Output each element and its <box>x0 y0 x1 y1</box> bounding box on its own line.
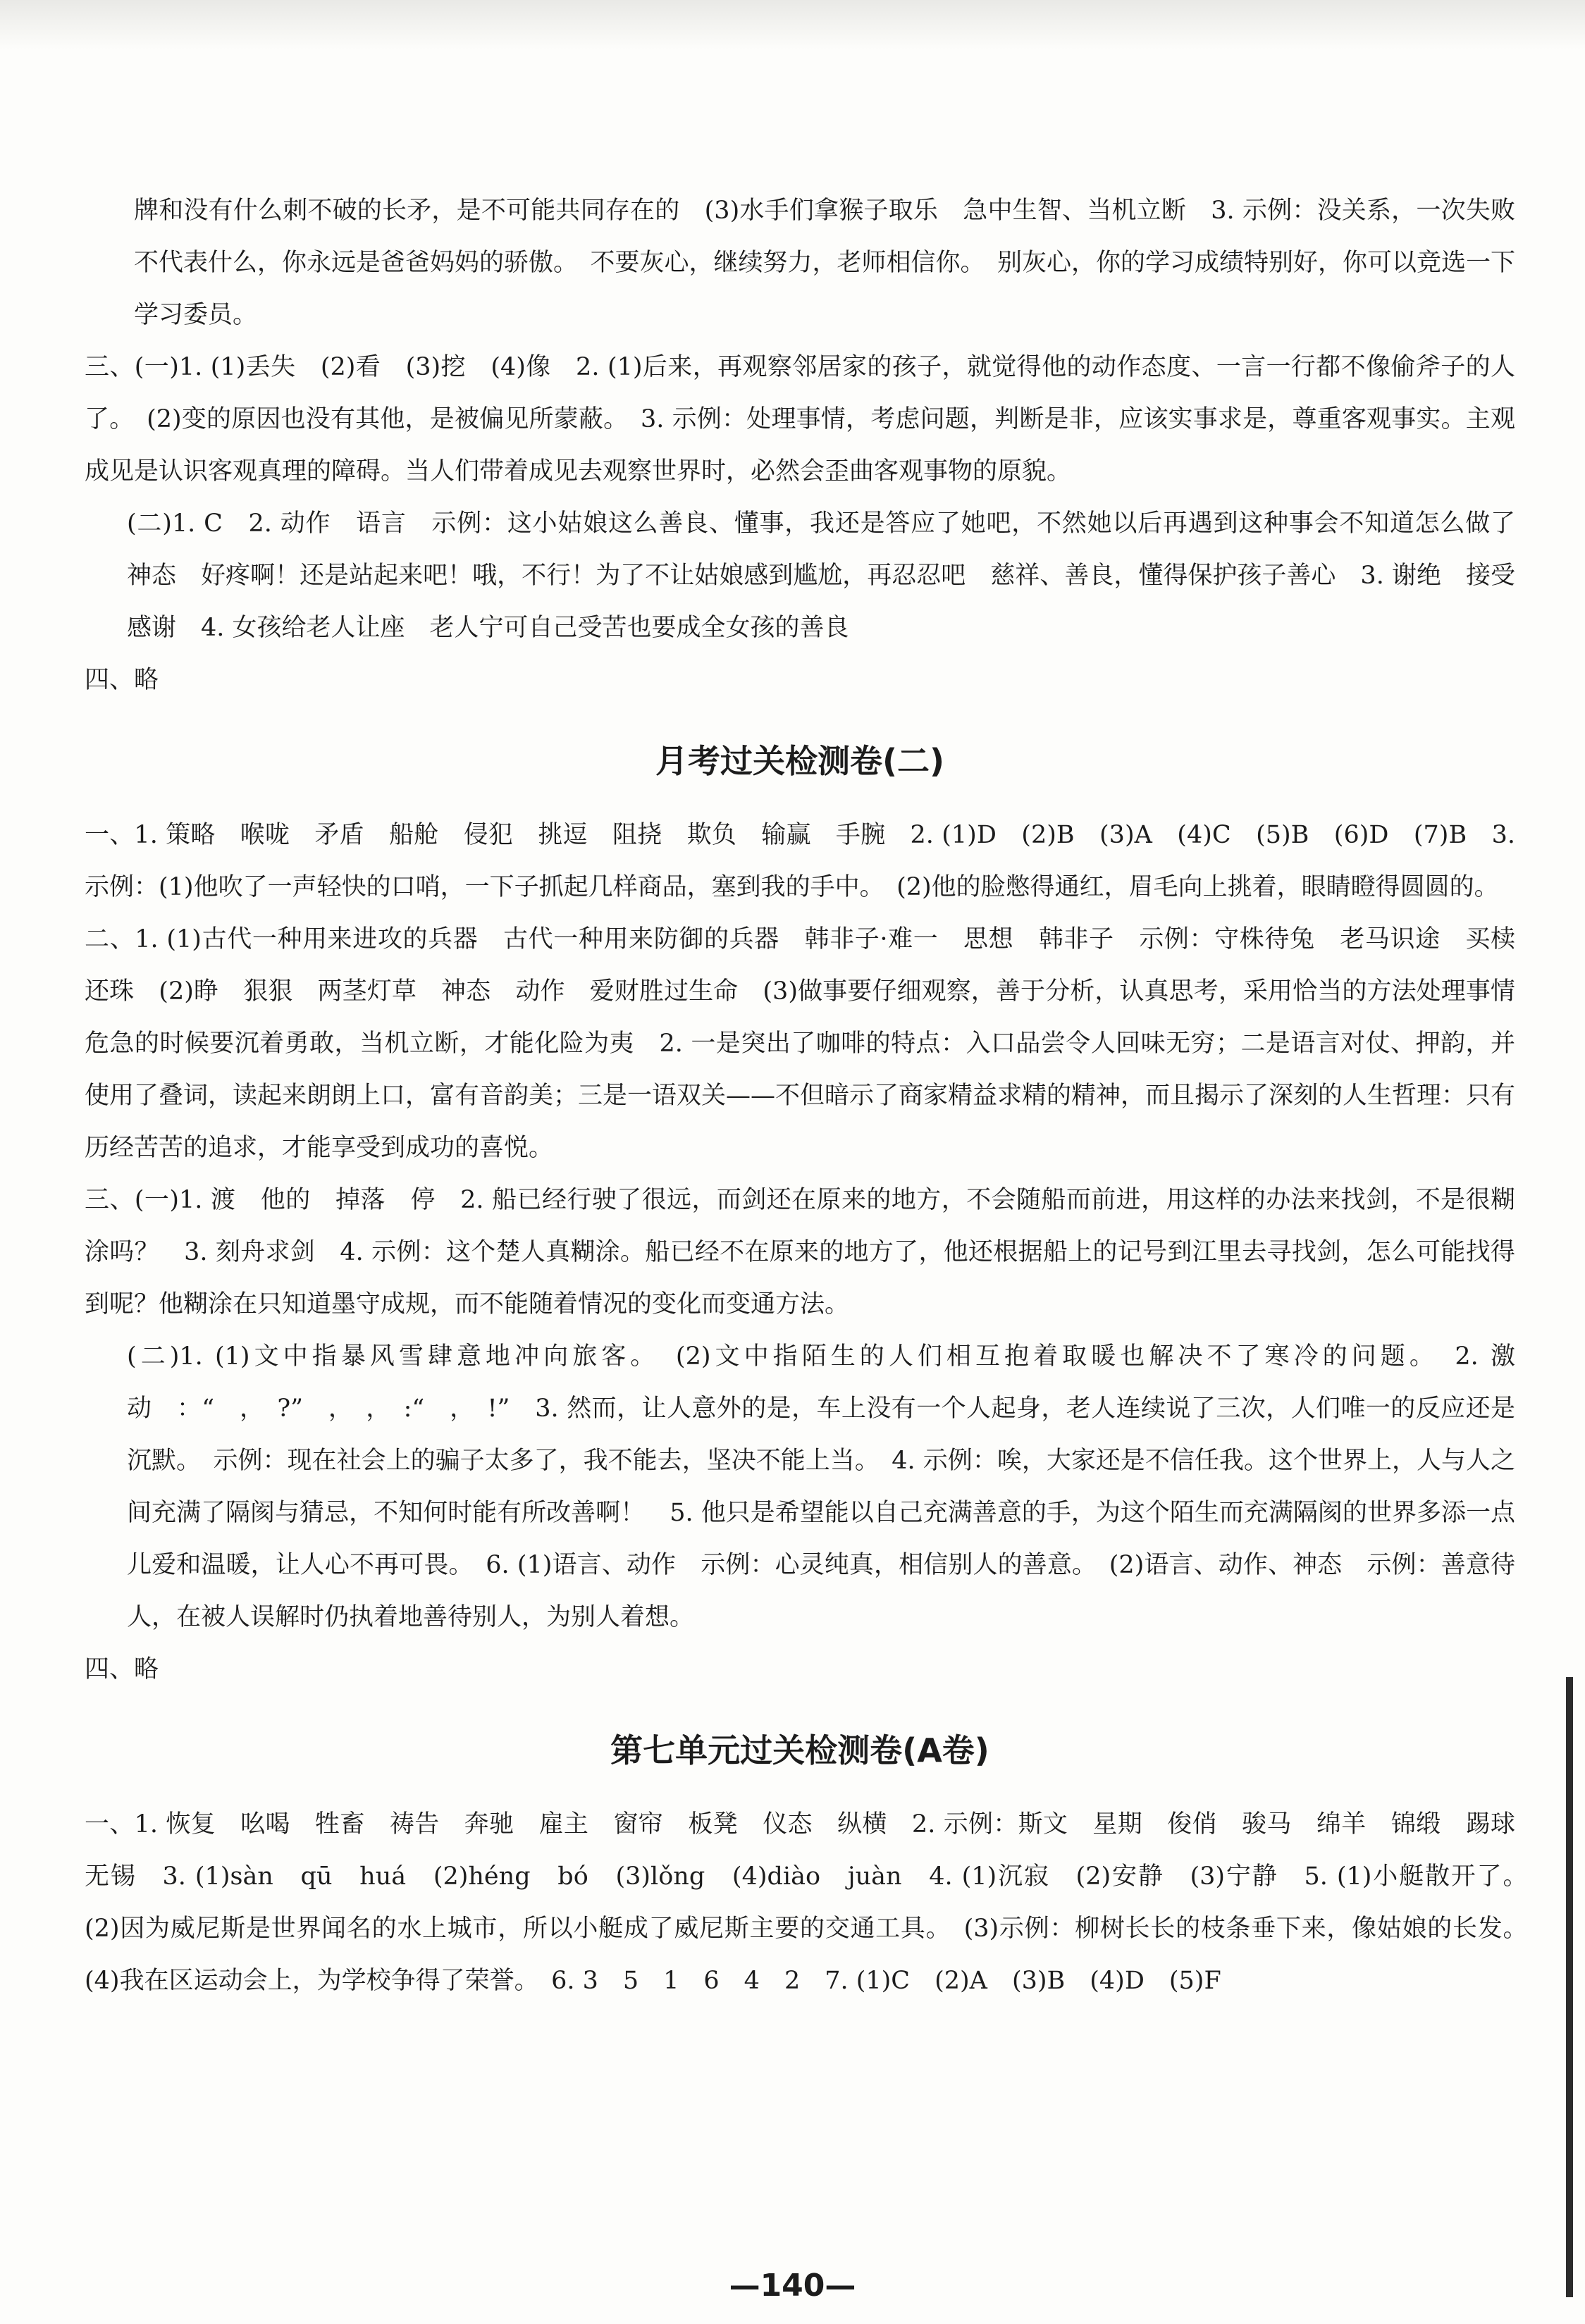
answer-content <box>85 185 1541 2007</box>
section-title: 第七单元过关检测卷(A卷) <box>610 1731 989 1769</box>
answer-paragraph: (二)1. (1)文中指暴风雪肆意地冲向旅客。 (2)文中指陌生的人们相互抱着取暖也解决不了寒冷的问题。 2. 激动 ：“ ， ?” ， ， :“ ， !” 3. 然而，让人意外的是，车上没有一个人起身，老人连续说了三次，人们唯一的反应还是沉默。 示例：现在社会上的骗子太多了，我不能去，坚决不能上当。 4. 示例：唉，大家还是不信任我。这个世界上，人与人之间充满了隔阂与猜忌，不知何时能有所改善啊！ 5. 他只是希望能以自己充满善意的手，为这个陌生而充满隔阂的世界多添一点儿爱和温暖，让人心不再可畏。 6. (1)语言、动作 示例：心灵纯真，相信别人的善意。 (2)语言、动作、神态 示例：善意待人，在被人误解时仍执着地善待别人，为别人着想。 <box>127 1342 1515 1631</box>
answer-paragraph: 三、(一)1. 渡 他的 掉落 停 2. 船已经行驶了很远，而剑还在原来的地方，不会随船而前进，用这样的办法来找剑，不是很糊涂吗？ 3. 刻舟求剑 4. 示例：这个楚人真糊涂。船已经不在原来的地方了，他还根据船上的记号到江里去寻找剑，怎么可能找得到呢？他糊涂在只知道墨守成规，而不能随着情况的变化而变通方法。 <box>85 1186 1515 1318</box>
answer-paragraph: 一、1. 恢复 吆喝 牲畜 祷告 奔驰 雇主 窗帘 板凳 仪态 纵横 2. 示例：斯文 星期 俊俏 骏马 绵羊 锦缎 踢球 无锡 3. (1)sàn qū huá (2)héng bó (3)lǒng (4)diào juàn 4. (1)沉寂 (2)安静 (3)宁静 5. (1)小艇散开了。 (2)因为威尼斯是世界闻名的水上城市，所以小艇成了威尼斯主要的交通工具。 (3)示例：柳树长长的枝条垂下来，像姑娘的长发。 (4)我在区运动会上，为学校争得了荣誉。 6. 3 5 1 6 4 2 7. (1)C (2)A (3)B (4)D (5)F <box>85 1810 1541 1995</box>
answer-paragraph: 二、1. (1)古代一种用来进攻的兵器 古代一种用来防御的兵器 韩非子·难一 思想 韩非子 示例：守株待兔 老马识途 买椟还珠 (2)睁 狠狠 两茎灯草 神态 动作 爱财胜过生命 (3)做事要仔细观察，善于分析，认真思考，采用恰当的方法处理事情 危急的时候要沉着勇敢，当机立断，才能化险为夷 2. 一是突出了咖啡的特点：入口品尝令人回味无穷；二是语言对仗、押韵，并使用了叠词，读起来朗朗上口，富有音韵美；三是一语双关——不但暗示了商家精益求精的精神，而且揭示了深刻的人生哲理：只有历经苦苦的追求，才能享受到成功的喜悦。 <box>85 925 1541 1162</box>
answer-paragraph: 三、(一)1. (1)丢失 (2)看 (3)挖 (4)像 2. (1)后来，再观察邻居家的孩子，就觉得他的动作态度、一言一行都不像偷斧子的人了。 (2)变的原因也没有其他，是被偏见所蒙蔽。 3. 示例：处理事情，考虑问题，判断是非，应该实事求是，尊重客观事实。主观成见是认识客观真理的障碍。当人们带着成见去观察世界时，必然会歪曲客观事物的原貌。 <box>85 353 1515 486</box>
answer-paragraph: 四、略 <box>85 1655 159 1683</box>
section-title: 月考过关检测卷(二) <box>655 742 945 780</box>
answer-paragraph: (二)1. C 2. 动作 语言 示例：这小姑娘这么善良、懂事，我还是答应了她吧，不然她以后再遇到这种事会不知道怎么做了 神态 好疼啊！还是站起来吧！哦，不行！为了不让姑娘感到尴尬，再忍忍吧 慈祥、善良，懂得保护孩子善心 3. 谢绝 接受 感谢 4. 女孩给老人让座 老人宁可自己受苦也要成全女孩的善良 <box>127 509 1541 642</box>
answer-paragraph: 牌和没有什么刺不破的长矛，是不可能共同存在的 (3)水手们拿猴子取乐 急中生智、当机立断 3. 示例：没关系，一次失败不代表什么，你永远是爸爸妈妈的骄傲。 不要灰心，继续努力，老师相信你。 别灰心，你的学习成绩特别好，你可以竞选一下学习委员。 <box>134 197 1516 329</box>
answer-paragraph: 一、1. 策略 喉咙 矛盾 船舱 侵犯 挑逗 阻挠 欺负 输赢 手腕 2. (1)D (2)B (3)A (4)C (5)B (6)D (7)B 3. 示例：(1)他吹了一声轻快的口哨，一下子抓起几样商品，塞到我的手中。 (2)他的脸憋得通红，眉毛向上挑着，眼睛瞪得圆圆的。 <box>85 821 1515 901</box>
page-number: —140— <box>729 2268 856 2304</box>
scan-binding-edge <box>1566 1677 1573 2297</box>
scan-top-shadow <box>0 0 1585 49</box>
answer-paragraph: 四、略 <box>85 666 159 694</box>
